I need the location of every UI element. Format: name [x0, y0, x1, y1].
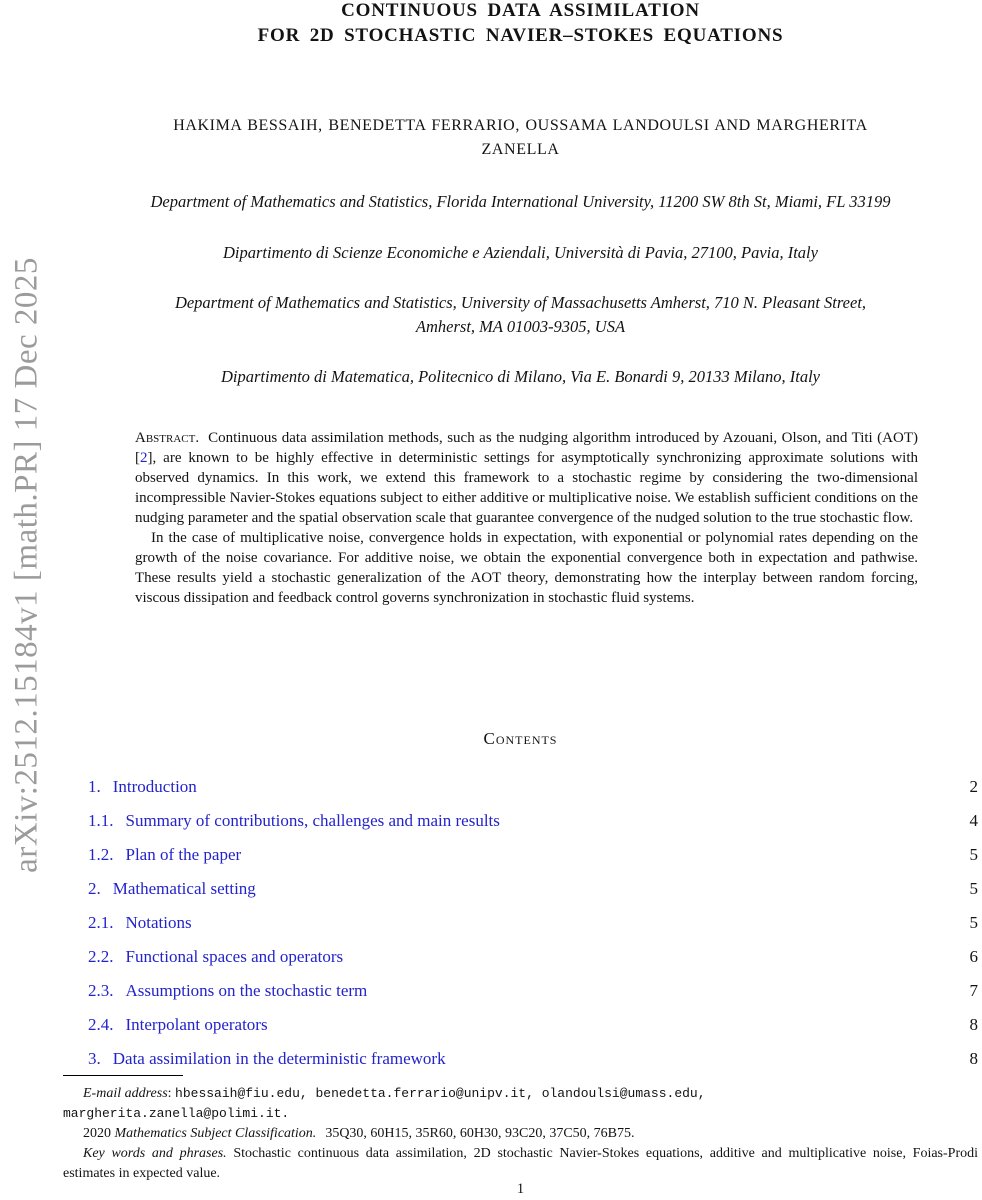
toc-page-number: 5	[969, 879, 978, 898]
toc-section-number: 1.2.	[88, 845, 114, 864]
email-colon: :	[167, 1086, 176, 1101]
abstract-text-before-ref: Continuous data assimilation methods, such as the nudging algorithm introduced by Azouani, Olson, and Titi (AOT)	[208, 430, 918, 446]
abstract	[135, 428, 918, 608]
affiliation-polimi	[63, 365, 978, 389]
toc-link[interactable]	[88, 906, 192, 940]
toc-row	[63, 872, 978, 906]
toc-link[interactable]	[88, 804, 500, 838]
affiliation-line: Department of Mathematics and Statistics, Florida International University, 11200 SW 8th St, Miami, FL 33199	[150, 192, 891, 211]
authors	[63, 114, 978, 162]
page-number: 1	[516, 1181, 525, 1197]
arxiv-watermark: arXiv:2512.15184v1 [math.PR] 17 Dec 2025	[8, 257, 45, 873]
toc-page-number: 2	[969, 777, 978, 796]
footnote-keywords	[63, 1144, 978, 1184]
affiliation-umass	[63, 291, 978, 339]
keywords-label: Key words and phrases.	[83, 1146, 227, 1161]
abstract-paragraph-2: In the case of multiplicative noise, convergence holds in expectation, with exponential or polynomial rates depending on the growth of the noise covariance. For additive noise, we obtain the exponential convergence both in expectation and pathwise. These results yield a stochastic generalization of the AOT theory, demonstrating how the interplay between random forcing, viscous dissipation and feedback control governs synchronization in stochastic fluid systems.	[135, 530, 918, 606]
email-label: E-mail address	[83, 1086, 168, 1101]
paper-title-line1: CONTINUOUS DATA ASSIMILATION	[341, 0, 700, 21]
toc-row	[63, 838, 978, 872]
contents-heading: Contents	[483, 729, 558, 748]
toc-section-number: 2.1.	[88, 913, 114, 932]
affiliation-pavia	[63, 241, 978, 265]
toc-section-title: Plan of the paper	[125, 845, 242, 864]
toc-page-number: 5	[969, 913, 978, 932]
affiliation-line: Dipartimento di Matematica, Politecnico di Milano, Via E. Bonardi 9, 20133 Milano, Italy	[221, 367, 820, 386]
toc-section-title: Interpolant operators	[125, 1015, 268, 1034]
msc-codes: 35Q30, 60H15, 35R60, 60H30, 93C20, 37C50, 76B75.	[325, 1126, 635, 1141]
toc-section-title: Introduction	[112, 777, 197, 796]
abstract-paragraph-1	[135, 428, 918, 528]
toc-section-number: 2.	[88, 879, 101, 898]
toc-section-number: 2.4.	[88, 1015, 114, 1034]
toc-section-title: Mathematical setting	[112, 879, 256, 898]
paper-title-line2: FOR 2D STOCHASTIC NAVIER–STOKES EQUATIONS	[257, 25, 784, 46]
toc-page-number: 6	[969, 947, 978, 966]
affiliation-line: Amherst, MA 01003-9305, USA	[415, 317, 626, 336]
toc-page-number: 7	[969, 981, 978, 1000]
toc-row	[63, 804, 978, 838]
authors-line1: HAKIMA BESSAIH, BENEDETTA FERRARIO, OUSSAMA LANDOULSI AND MARGHERITA	[173, 117, 868, 134]
abstract-text-after-ref: , are known to be highly effective in deterministic settings for asymptotically synchronizing approximate solutions with observed dynamics. In this work, we extend this framework to a stochastic regime by considering the two-dimensional incompressible Navier-Stokes equations subject to either additive or multiplicative noise. We establish sufficient conditions on the nudging parameter and the spatial observation scale that guarantee convergence of the nudged solution to the true stochastic flow.	[135, 450, 918, 526]
ref-bracket-open: [	[135, 450, 140, 466]
toc-section-number: 2.3.	[88, 981, 114, 1000]
toc-section-number: 1.1.	[88, 811, 114, 830]
toc-row	[63, 1008, 978, 1042]
affiliation-line: Dipartimento di Scienze Economiche e Aziendali, Università di Pavia, 27100, Pavia, Italy	[223, 243, 818, 262]
footnote-rule	[63, 1075, 183, 1076]
toc-section-number: 2.2.	[88, 947, 114, 966]
abstract-label: Abstract.	[135, 430, 200, 446]
toc-link[interactable]	[88, 1008, 268, 1042]
toc-row	[63, 770, 978, 804]
keywords-text: Stochastic continuous data assimilation, 2D stochastic Navier-Stokes equations, additive and multiplicative noise, Foias-Prodi estimates in expected value.	[63, 1146, 978, 1181]
toc	[63, 770, 978, 1076]
footnote-msc	[63, 1124, 978, 1144]
toc-page-number: 8	[969, 1015, 978, 1034]
footnotes	[63, 1084, 978, 1184]
toc-section-title: Data assimilation in the deterministic framework	[112, 1049, 446, 1068]
toc-section-title: Summary of contributions, challenges and main results	[125, 811, 500, 830]
toc-link[interactable]	[88, 940, 343, 974]
footnote-email	[63, 1084, 978, 1124]
toc-row	[63, 906, 978, 940]
authors-line2: ZANELLA	[481, 141, 560, 158]
toc-row	[63, 1042, 978, 1076]
toc-link[interactable]	[88, 1042, 446, 1076]
toc-link[interactable]	[88, 838, 241, 872]
email-addresses-line2: margherita.zanella@polimi.it.	[63, 1106, 290, 1121]
msc-year: 2020	[83, 1126, 115, 1141]
toc-section-number: 3.	[88, 1049, 101, 1068]
affiliation-fiu	[63, 190, 978, 214]
ref-bracket-close: ]	[147, 450, 153, 466]
toc-section-number: 1.	[88, 777, 101, 796]
email-addresses-line1: hbessaih@fiu.edu, benedetta.ferrario@unipv.it, olandoulsi@umass.edu,	[175, 1086, 706, 1101]
toc-row	[63, 974, 978, 1008]
affiliation-line: Department of Mathematics and Statistics, University of Massachusetts Amherst, 710 N. Pleasant Street,	[174, 293, 867, 312]
msc-label: Mathematics Subject Classification.	[114, 1126, 317, 1141]
citation-link-2[interactable]: 2	[140, 450, 148, 466]
toc-link[interactable]	[88, 974, 367, 1008]
toc-row	[63, 940, 978, 974]
toc-page-number: 4	[969, 811, 978, 830]
toc-page-number: 5	[969, 845, 978, 864]
toc-section-title: Assumptions on the stochastic term	[125, 981, 368, 1000]
toc-link[interactable]	[88, 872, 256, 906]
paper-title	[63, 0, 978, 48]
toc-page-number: 8	[969, 1049, 978, 1068]
toc-section-title: Notations	[125, 913, 192, 932]
toc-link[interactable]	[88, 770, 197, 804]
toc-section-title: Functional spaces and operators	[125, 947, 344, 966]
